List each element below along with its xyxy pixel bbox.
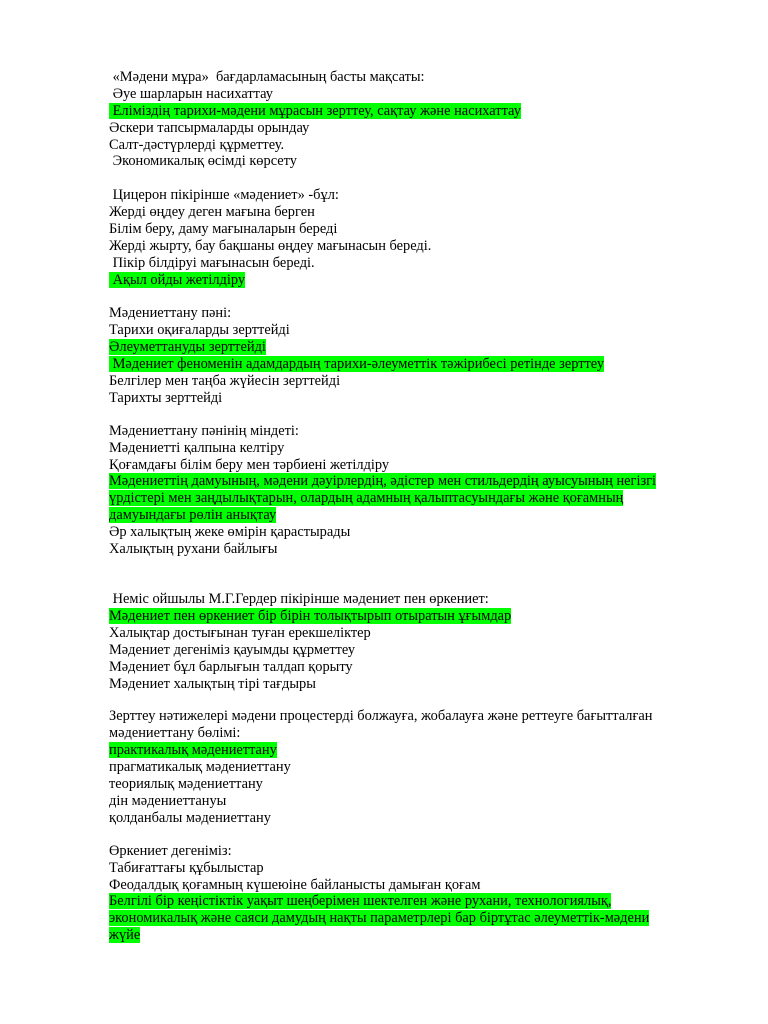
question-3-option-5: Тарихты зерттейді <box>109 390 223 406</box>
question-6-prompt-line-1: Зерттеу нәтижелері мәдени процестерді болжауға, жобалауға және реттеуге бағытталған <box>109 708 653 724</box>
question-1-option-5: Экономикалық өсімді көрсету <box>109 153 297 169</box>
question-4-option-1: Мәдениетті қалпына келтіру <box>109 440 285 456</box>
question-7-prompt: Өркениет дегеніміз: <box>109 843 232 859</box>
question-2-option-3: Жерді жырту, бау бақшаны өңдеу мағынасын береді. <box>109 238 432 254</box>
question-5-prompt: Неміс ойшылы М.Г.Гердер пікірінше мәдениет пен өркениет: <box>109 591 489 607</box>
question-4-option-3-correct-line-3: дамуындағы рөлін анықтау <box>109 507 277 523</box>
question-4-option-4: Әр халықтың жеке өмірін қарастырады <box>109 524 351 540</box>
question-5-option-1-correct: Мәдениет пен өркениет бір бірін толықтырып отыратын ұғымдар <box>109 608 512 624</box>
question-6-option-4: дін мәдениеттануы <box>109 793 227 809</box>
question-1-option-2-correct: Еліміздің тарихи-мәдени мұрасын зерттеу, сақтау және насихаттау <box>109 103 521 119</box>
question-6-option-2: прагматикалық мәдениеттану <box>109 759 291 775</box>
question-5-option-4: Мәдениет бұл барлығын талдап қорыту <box>109 659 353 675</box>
question-4-option-3-correct-line-1: Мәдениеттің дамуының, мәдени дәуірлердің, әдістер мен стильдердің ауысуының негізгі <box>109 473 657 489</box>
question-2-prompt: Цицерон пікірінше «мәдениет» -бұл: <box>109 187 339 203</box>
question-2-option-5-correct: Ақыл ойды жетілдіру <box>109 272 246 288</box>
question-4-prompt: Мәдениеттану пәнінің міндеті: <box>109 423 299 439</box>
question-4-option-5: Халықтың рухани байлығы <box>109 541 278 557</box>
question-4-option-2: Қоғамдағы білім беру мен тәрбиені жетілдіру <box>109 457 390 473</box>
question-6-option-3: теориялық мәдениеттану <box>109 776 263 792</box>
question-1-option-4: Салт-дәстүрлерді құрметтеу. <box>109 137 285 153</box>
question-3-option-2-correct: Әлеуметтануды зерттейді <box>109 339 266 355</box>
question-3-prompt: Мәдениеттану пәні: <box>109 305 232 321</box>
question-6-option-1-correct: практикалық мәдениеттану <box>109 742 277 758</box>
question-2-option-4: Пікір білдіруі мағынасын береді. <box>109 255 315 271</box>
question-6-prompt-line-2: мәдениеттану бөлімі: <box>109 725 241 741</box>
question-5-option-3: Мәдениет дегеніміз қауымды құрметтеу <box>109 642 356 658</box>
question-5-option-2: Халықтар достығынан туған ерекшеліктер <box>109 625 371 641</box>
question-5-option-5: Мәдениет халықтың тірі тағдыры <box>109 676 316 692</box>
question-2-option-2: Білім беру, даму мағыналарын береді <box>109 221 338 237</box>
question-4-option-3-correct-line-2: үрдістері мен заңдылықтарын, олардың адамның қалыптасуындағы және қоғамның <box>109 490 624 506</box>
question-7-option-1: Табиғаттағы құбылыстар <box>109 860 264 876</box>
question-2-option-1: Жерді өңдеу деген мағына берген <box>109 204 315 220</box>
question-7-option-3-correct-line-3: жүйе <box>109 927 141 943</box>
question-7-option-3-correct-line-2: экономикалық және саяси дамудың нақты параметрлері бар біртұтас әлеуметтік-мәдени <box>109 910 650 926</box>
question-1-option-3: Әскери тапсырмаларды орындау <box>109 120 310 136</box>
question-3-option-3-correct: Мәдениет феноменін адамдардың тарихи-әлеуметтік тәжірибесі ретінде зерттеу <box>109 356 605 372</box>
question-7-option-3-correct-line-1: Белгілі бір кеңістіктік уақыт шеңберімен шектелген және рухани, технологиялық, <box>109 893 612 909</box>
question-3-option-4: Белгілер мен таңба жүйесін зерттейді <box>109 373 341 389</box>
question-1-prompt: «Мәдени мұра» бағдарламасының басты мақсаты: <box>109 69 425 85</box>
question-7-option-2: Феодалдық қоғамның күшеюіне байланысты дамыған қоғам <box>109 877 481 893</box>
question-1-option-1: Әуе шарларын насихаттау <box>109 86 273 102</box>
question-6-option-5: қолданбалы мәдениеттану <box>109 810 271 826</box>
question-3-option-1: Тарихи оқиғаларды зерттейді <box>109 322 290 338</box>
